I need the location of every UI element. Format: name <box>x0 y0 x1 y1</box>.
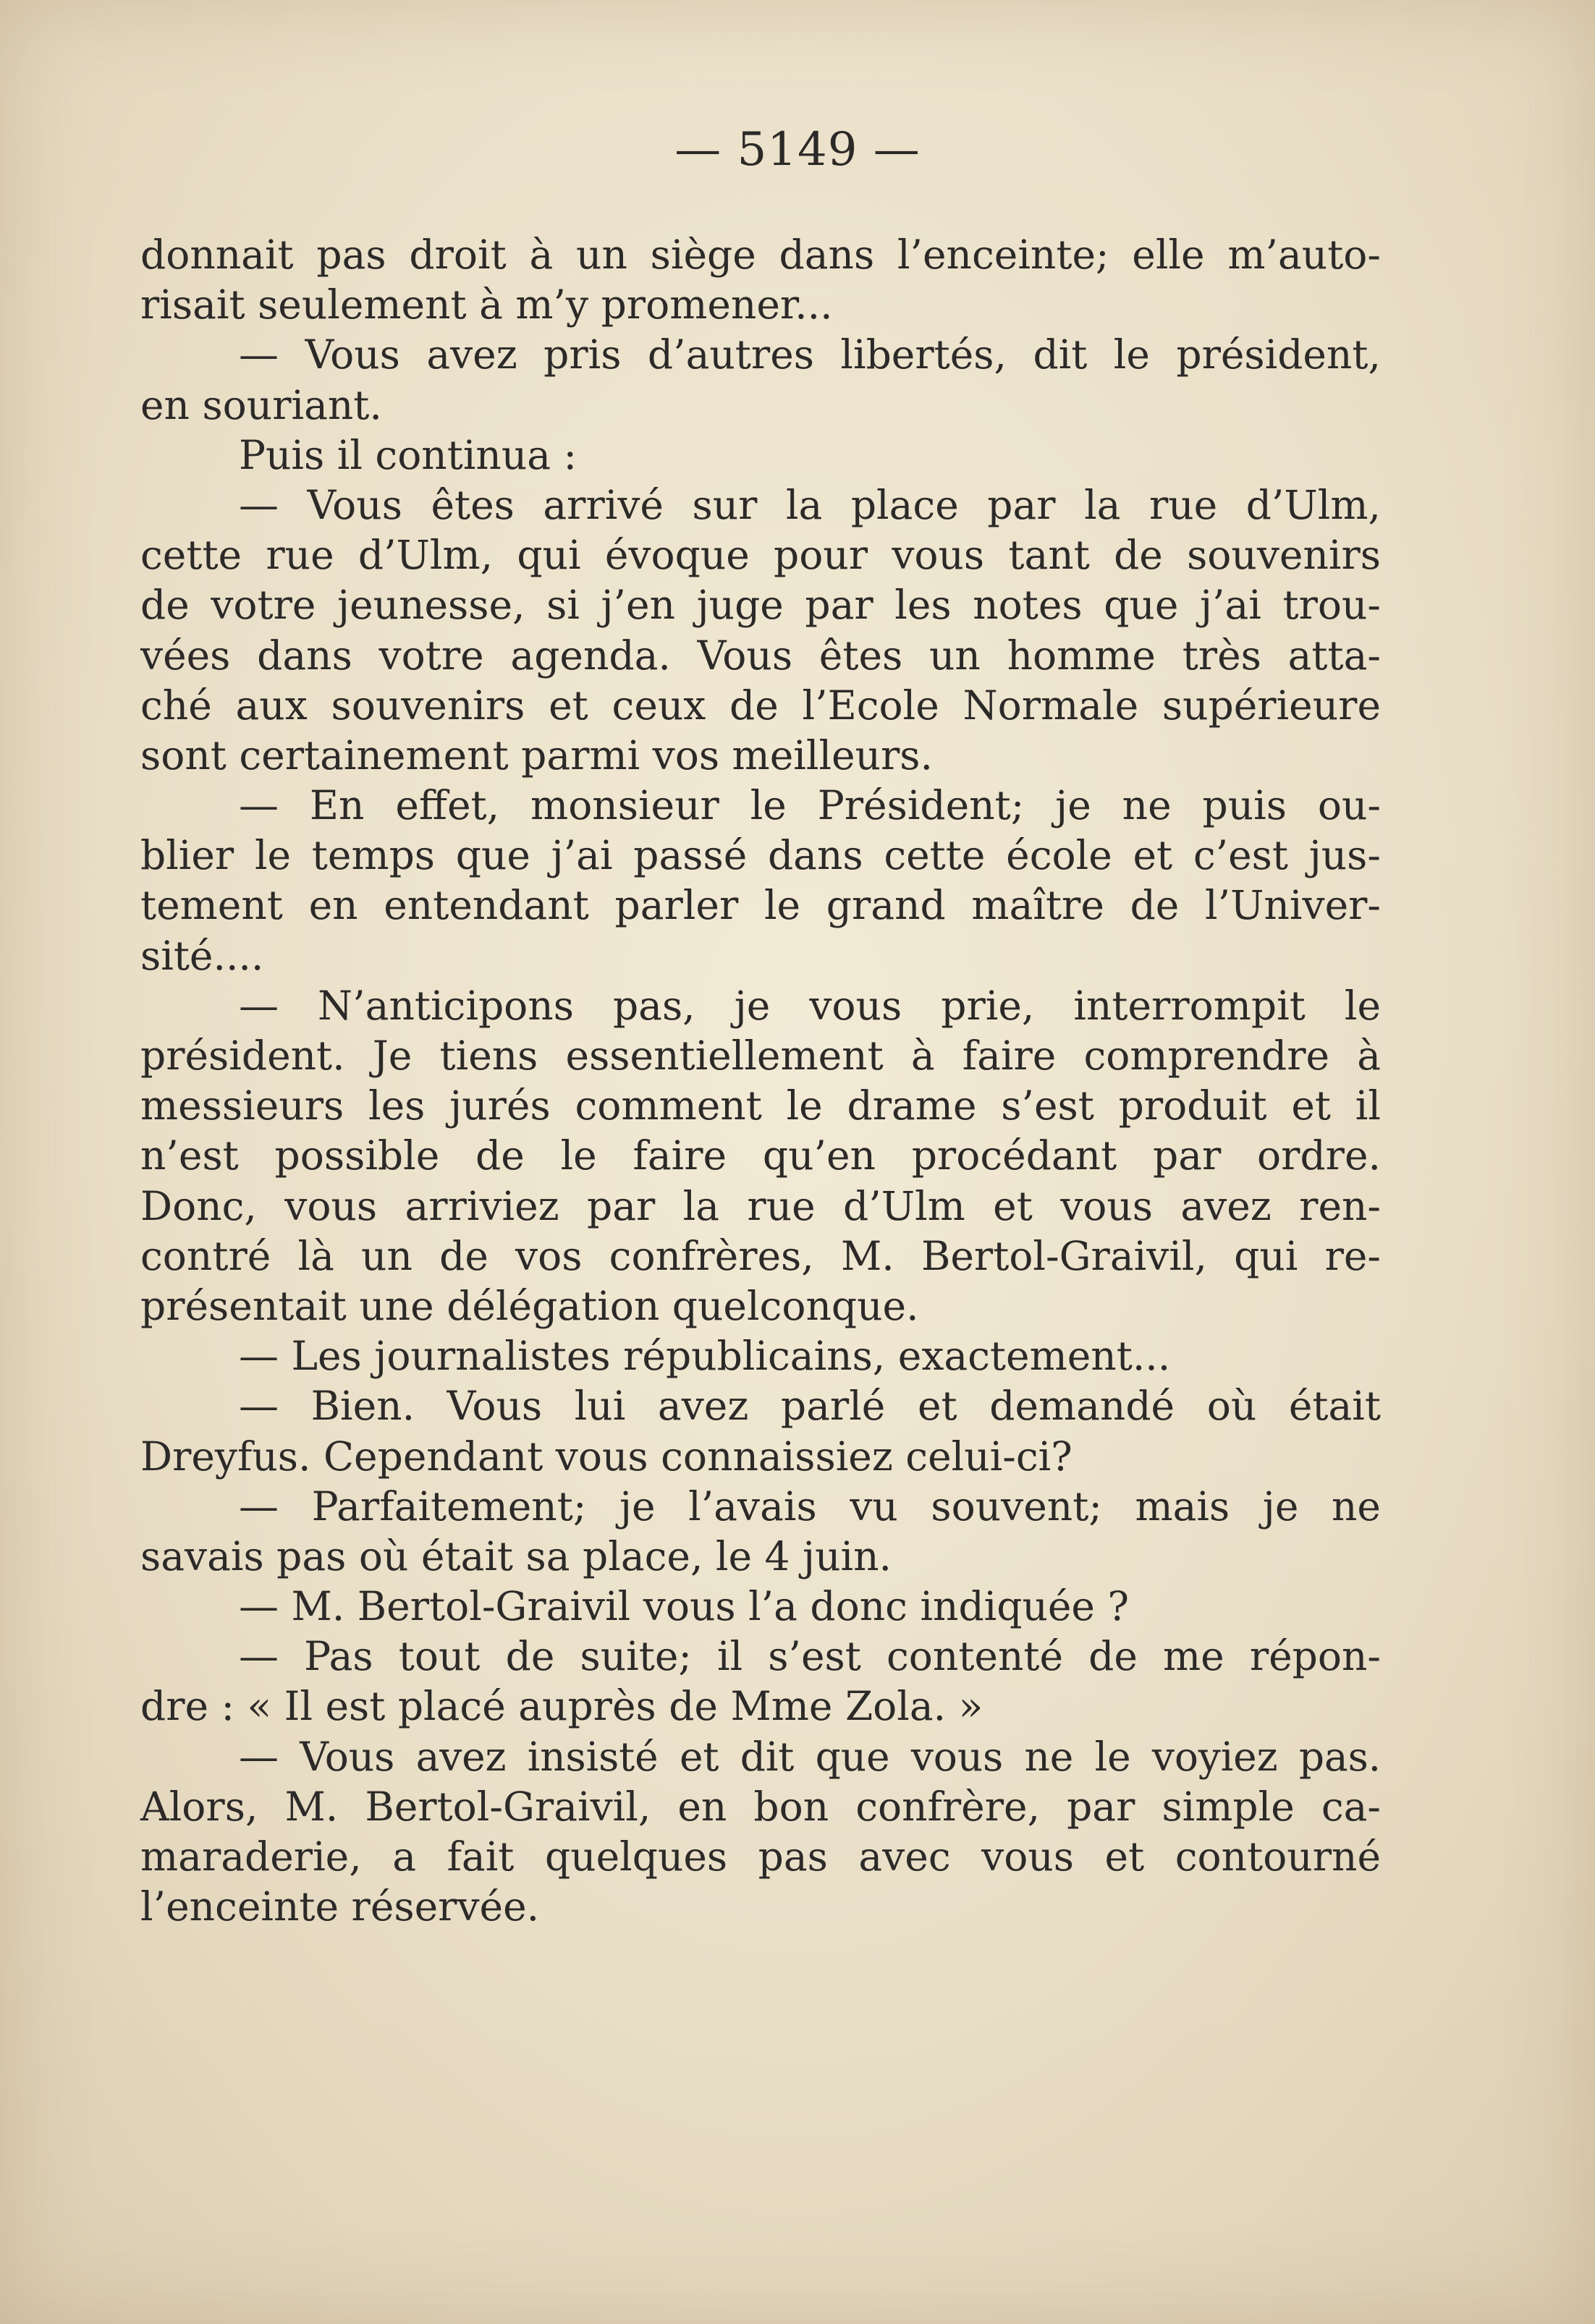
text-line: savais pas où était sa place, le 4 juin. <box>140 1532 892 1579</box>
text-line: sité.... <box>140 932 264 979</box>
text-line: — Bien. Vous lui avez parlé et demandé où était <box>239 1383 1381 1430</box>
text-line: vées dans votre agenda. Vous êtes un homme très atta- <box>140 632 1381 679</box>
text-line: — N’anticipons pas, je vous prie, interrompit le <box>239 982 1381 1029</box>
text-line: présentait une délégation quelconque. <box>140 1282 919 1329</box>
text-line: — M. Bertol-Graivil vous l’a donc indiquée ? <box>239 1583 1129 1630</box>
text-line: l’enceinte réservée. <box>140 1883 540 1930</box>
text-line: Dreyfus. Cependant vous connaissiez celui-ci? <box>140 1433 1072 1480</box>
text-line: en souriant. <box>140 381 382 428</box>
text-line: — Pas tout de suite; il s’est contenté de me répon- <box>239 1633 1381 1680</box>
text-line: sont certainement parmi vos meilleurs. <box>140 731 934 779</box>
text-line: ché aux souvenirs et ceux de l’Ecole Normale supérieure <box>140 682 1381 729</box>
text-line: de votre jeunesse, si j’en juge par les notes que j’ai trou- <box>140 582 1381 629</box>
text-line: — En effet, monsieur le Président; je ne puis ou- <box>239 782 1381 829</box>
text-line: — Vous êtes arrivé sur la place par la rue d’Ulm, <box>239 481 1381 528</box>
text-line: risait seulement à m’y promener... <box>140 281 833 328</box>
text-line: n’est possible de le faire qu’en procédant par ordre. <box>140 1132 1381 1179</box>
text-line: Donc, vous arriviez par la rue d’Ulm et vous avez ren- <box>140 1182 1381 1229</box>
body-text <box>140 230 1381 1932</box>
text-line: maraderie, a fait quelques pas avec vous et contourné <box>140 1833 1381 1880</box>
text-line: — Parfaitement; je l’avais vu souvent; mais je ne <box>239 1483 1381 1530</box>
text-line: donnait pas droit à un siège dans l’enceinte; elle m’auto- <box>140 232 1381 278</box>
text-line: contré là un de vos confrères, M. Bertol-Graivil, qui re- <box>140 1232 1381 1279</box>
text-line: tement en entendant parler le grand maître de l’Univer- <box>140 882 1381 929</box>
page-number: — 5149 — <box>674 123 921 177</box>
text-line: blier le temps que j’ai passé dans cette école et c’est jus- <box>140 832 1381 879</box>
text-line: Alors, M. Bertol-Graivil, en bon confrère, par simple ca- <box>140 1783 1381 1830</box>
text-line: dre : « Il est placé auprès de Mme Zola. » <box>140 1683 983 1730</box>
text-line: — Les journalistes républicains, exactement... <box>239 1333 1171 1380</box>
text-line: Puis il continua : <box>239 431 578 478</box>
text-line: — Vous avez insisté et dit que vous ne le voyiez pas. <box>239 1733 1381 1780</box>
text-line: président. Je tiens essentiellement à faire comprendre à <box>140 1032 1381 1079</box>
text-line: — Vous avez pris d’autres libertés, dit le président, <box>239 331 1381 378</box>
text-line: cette rue d’Ulm, qui évoque pour vous tant de souvenirs <box>140 532 1381 579</box>
text-line: messieurs les jurés comment le drame s’est produit et il <box>140 1082 1381 1129</box>
